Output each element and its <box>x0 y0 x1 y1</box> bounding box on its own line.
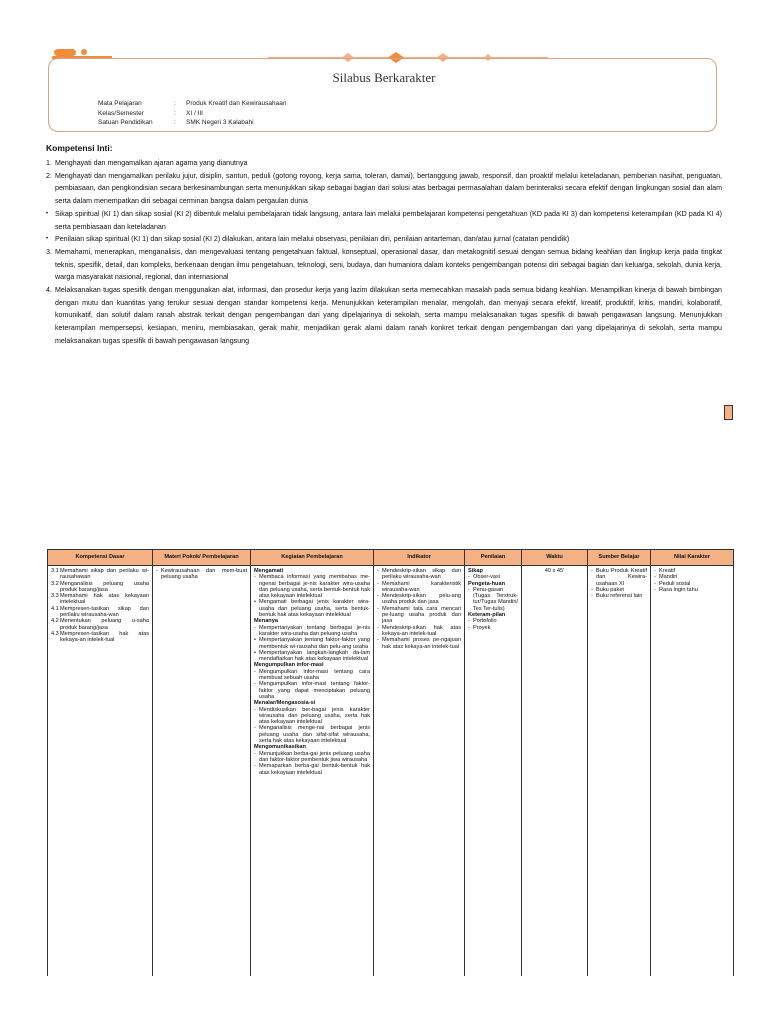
col-header-kegiatan: Kegiatan Pembelajaran <box>251 550 374 566</box>
penilaian-item: - Obser-vasi <box>468 574 501 581</box>
col-header-indikator: Indikator <box>374 550 465 566</box>
kompetensi-inti-list <box>46 157 722 348</box>
indikator-item: - Mendeskrip-sikan pelu-ang usaha produk dan jasa <box>377 593 461 606</box>
cell-kd <box>48 566 153 977</box>
ki-item <box>46 233 722 246</box>
karakter-item: - Rasa ingin tahu <box>654 586 698 593</box>
kegiatan-heading: Menalar/Mengasosia-si <box>254 700 316 707</box>
ki-text: Menghayati dan mengamalkan perilaku jujur, disiplin, santun, peduli (gotong royong, kerja sama, toleran, damai), bertanggung jawab, responsif, dan proaktif melalui keteladanan, pemberian nasihat, penguatan, pembiasaan, dan pengkondisian secara berkesinambungan serta menunjukkan sikap sebagai bagian dari solusi atas berbagai permasalahan dalam berinteraksi secara efektif dengan lingkungan sosial dan alam serta dalam menempatkan diri sebagai cerminan bangsa dalam pergaulan dunia <box>55 171 722 206</box>
penilaian-heading: Keteram-pilan <box>468 612 506 619</box>
cell-karakter <box>651 566 734 977</box>
penilaian-item: - Proyek <box>468 624 491 631</box>
ki-number: 2. <box>46 171 52 180</box>
kegiatan-item: • Mempertanyakan tentang faktor-faktor yang membentuk wi-rausaha dan pelu-ang usaha <box>254 637 370 650</box>
meta-key: Mata Pelajaran <box>98 100 142 107</box>
ki-item <box>46 246 722 284</box>
karakter-item: - Peduli sosial <box>654 580 691 587</box>
ki-text: Penilaian sikap spiritual (KI 1) dan sikap sosial (KI 2) dilakukan, antara lain melalui observasi, penilaian diri, penilaian antarteman, dan/atau jurnal (catatan pendidik) <box>55 235 570 244</box>
meta-row-school <box>98 118 286 128</box>
kd-text: Memahami hak atas kekayaan intelektual <box>60 593 149 606</box>
meta-sep: : <box>174 119 176 126</box>
ki-text: Menghayati dan mengamalkan ajaran agama yang dianutnya <box>55 159 248 167</box>
indikator-item: - Memahami karakteristik wirausaha-wan <box>377 580 461 593</box>
kegiatan-item: - Memaparkan berba-gai bentuk-bentuk hak atas kekayaan intelektual <box>254 763 370 776</box>
indikator-item: - Mendeskrip-sikan hak atas kekaya-an intelek-tual <box>377 624 461 637</box>
kd-num: 3.3 <box>51 593 59 600</box>
kd-text: Memahami sikap dan perilaku wi-rausahawan <box>60 568 149 581</box>
kd-text: Mempresen-tasikan hak atas kekaya-an intelek-tual <box>60 630 149 644</box>
cell-penilaian <box>465 566 522 977</box>
kegiatan-heading: Mengomunikasikan <box>254 744 306 751</box>
sumber-item: - Buku referensi lain <box>591 593 643 600</box>
indikator-item: - Mendeskrip-sikan sikap dan perilaku wirausaha-wan <box>377 568 461 581</box>
ki-item <box>46 284 722 348</box>
col-header-penilaian: Penilaian <box>465 550 522 566</box>
kd-item <box>51 581 149 594</box>
page-title: Silabus Berkarakter <box>332 70 436 85</box>
meta-sep: : <box>174 109 176 117</box>
kegiatan-heading: Menanya <box>254 618 278 625</box>
meta-key: Satuan Pendidikan <box>98 119 153 126</box>
kegiatan-heading: Mengamati <box>254 568 284 574</box>
meta-row-subject <box>98 99 286 109</box>
kd-num: 4.1 <box>51 605 59 612</box>
kegiatan-item: - Menunjukkan berba-gai jenis peluang usaha dan faktor-faktor pembentuk jiwa wirausaha <box>254 750 370 763</box>
kegiatan-item: • Mengamati berbagai jenis karakter wira-usaha dan peluang usaha, serta bentuk-bentuk hak atas kekayaan intelektual <box>254 599 370 619</box>
kd-text: Menentukan peluang u-saha produk barang/jasa <box>60 618 149 631</box>
cell-sumber <box>588 566 651 977</box>
kegiatan-item: • Mempertanyakan langkah-langkah da-lam mendaftarkan hak atas kekayaan intelektual <box>254 649 370 663</box>
kd-item <box>51 606 149 619</box>
kd-num: 4.2 <box>51 618 59 625</box>
ki-bullet: • <box>46 210 49 217</box>
ki-bullet: • <box>46 236 49 243</box>
ki-text: Sikap spiritual (KI 1) dan sikap sosial (KI 2) dibentuk melalui pembelajaran tidak langsung, antara lain melalui pembelajaran kompetensi pengetahuan (KD pada KI 3) dan kompetensi keterampilan (KD pada KI 4) serta pembiasaan dan keteladanan <box>55 209 722 231</box>
indikator-item: - Memahami proses pe-ngajuan hak atas kekaya-an intelek-tual <box>377 637 461 650</box>
col-header-waktu: Waktu <box>522 550 588 566</box>
karakter-item: - Mandiri <box>654 574 678 581</box>
ki-number: 4. <box>46 286 52 295</box>
karakter-item: - Kreatif <box>654 568 676 574</box>
cell-kegiatan <box>251 566 374 977</box>
ki-item <box>46 157 722 170</box>
penilaian-item: - Penu-gasan (Tugas Terstruk-tur/Tugas Mandiri/ Tes Ter-tulis) <box>468 586 518 612</box>
kegiatan-item: - Mendiskusikan ber-bagai jenis karakter wirausaha dan peluang usaha, serta hak atas kekayaan intelektual <box>254 706 370 726</box>
materi-text: Kewirausahaan dan mem-buat peluang usaha <box>161 568 247 581</box>
kd-item <box>51 568 149 581</box>
kd-num: 3.1 <box>51 568 59 574</box>
col-header-karakter: Nilai Karakter <box>651 550 734 566</box>
sumber-item: - Buku Produk Kreatif dan Kewira-usahaan XI <box>591 568 647 587</box>
kd-item <box>51 593 149 606</box>
kegiatan-item: - Mempertanyakan tentang berbagai je-nis karakter wira-usaha dan peluang usaha <box>254 624 370 637</box>
col-header-kd: Kompetensi Dasar <box>48 550 153 566</box>
kegiatan-item: - Mengumpulkan infor-masi tentang cara membuat sebuah usaha <box>254 668 370 682</box>
table-header-row <box>48 550 734 566</box>
kd-item <box>51 618 149 631</box>
meta-key: Kelas/Semester <box>98 109 144 117</box>
penilaian-heading: Sikap <box>468 568 483 574</box>
silabus-table <box>47 549 734 976</box>
kegiatan-heading: Mengumpulkan infor-masi <box>254 662 324 669</box>
waktu-value: 40 x 45' <box>544 568 565 574</box>
kegiatan-item: - Menganalisis menge-nai berbagai jenis peluang usaha dan sifat-sifat wirausaha, serta hak atas kekayaan intelektual <box>254 725 370 745</box>
orange-marker <box>724 405 733 420</box>
materi-item: - Kewirausahaan dan mem-buat peluang usaha <box>156 568 247 581</box>
ki-item <box>46 208 722 233</box>
meta-value: Produk Kreatif dan Kewirausahaan <box>186 100 287 107</box>
meta-row-class <box>98 109 286 119</box>
cell-waktu <box>522 566 588 977</box>
cell-materi <box>153 566 251 977</box>
ki-text: Melaksanakan tugas spesifik dengan menggunakan alat, informasi, dan prosedur kerja yang lazim dilakukan serta memecahkan masalah pada semua bidang keahlian. Menampilkan kinerja di bawah bimbingan dengan mutu dan kuantitas yang terukur sesuai dengan standar kompetensi kerja. Menunjukkan keterampilan menalar, mengolah, dan menyaji secara efektif, kreatif, produktif, kritis, mandiri, kolaboratif, komunikatif, dan solutif dalam ranah abstrak terkait dengan pengembangan dari yang dipelajarinya di sekolah, serta mampu melaksanakan tugas spesifik di bawah pengawasan langsung. Menunjukkan keterampilan mempersepsi, kesiapan, meniru, membiasakan, gerak mahir, menjadikan gerak alami dalam ranah konkret terkait dengan pengembangan dari yang dipelajarinya di sekolah, serta mampu melaksanakan tugas spesifik di bawah pengawasan langsung <box>55 286 722 345</box>
course-meta <box>98 99 286 128</box>
ki-text: Memahami, menerapkan, menganalisis, dan mengevaluasi tentang pengetahuan faktual, konseptual, operasional dasar, dan metakognitif sesuai dengan semua bidang keahlian dan lingkup kerja pada tingkat teknis, spesifik, detail, dan kompleks, berkenaan dengan ilmu pengetahuan, teknologi, seni, budaya, dan humaniora dalam konteks pengembangan potensi diri sebagai bagian dari keluarga, sekolah, dunia kerja, warga masyarakat nasional, regional, dan internasional <box>55 247 722 282</box>
kd-num: 4.3 <box>51 630 59 637</box>
penilaian-item: - Portofolio <box>468 618 497 625</box>
kompetensi-inti-title: Kompetensi Inti: <box>46 143 113 153</box>
penilaian-heading: Pengeta-huan <box>468 580 505 587</box>
sumber-item: - Buku paket <box>591 586 624 593</box>
col-header-sumber: Sumber Belajar <box>588 550 651 566</box>
kd-text: Menganalisis peluang usaha produk barang/jasa <box>60 580 149 593</box>
ki-number: 1. <box>46 159 52 167</box>
kegiatan-item: - Mengumpulkan infor-masi tentang faktor-faktor yang dapat menciptakan peluang usaha <box>254 681 370 700</box>
ki-item <box>46 170 722 208</box>
kd-item <box>51 631 149 644</box>
table-row <box>48 566 734 977</box>
kd-num: 3.2 <box>51 580 59 587</box>
kegiatan-item: - Membaca informasi yang membahas me-ngenai berbagai je-nis karakter wira-usaha dan peluang usaha, serta bentuk-bentuk hak atas kekayaan intelektual <box>254 574 370 600</box>
indikator-item: - Memahami tata cara mencari pe-luang usaha produk dan jasa <box>377 605 461 625</box>
meta-value: XI / III <box>186 109 203 117</box>
ki-number: 3. <box>46 247 52 256</box>
meta-sep: : <box>174 100 176 107</box>
col-header-materi: Materi Pokok/ Pembelajaran <box>153 550 251 566</box>
kd-text: Mempresen-tasikan sikap dan perilaku wirausaha-wan <box>60 605 149 619</box>
meta-value: SMK Negeri 3 Kalabahi <box>186 119 254 126</box>
cell-indikator <box>374 566 465 977</box>
